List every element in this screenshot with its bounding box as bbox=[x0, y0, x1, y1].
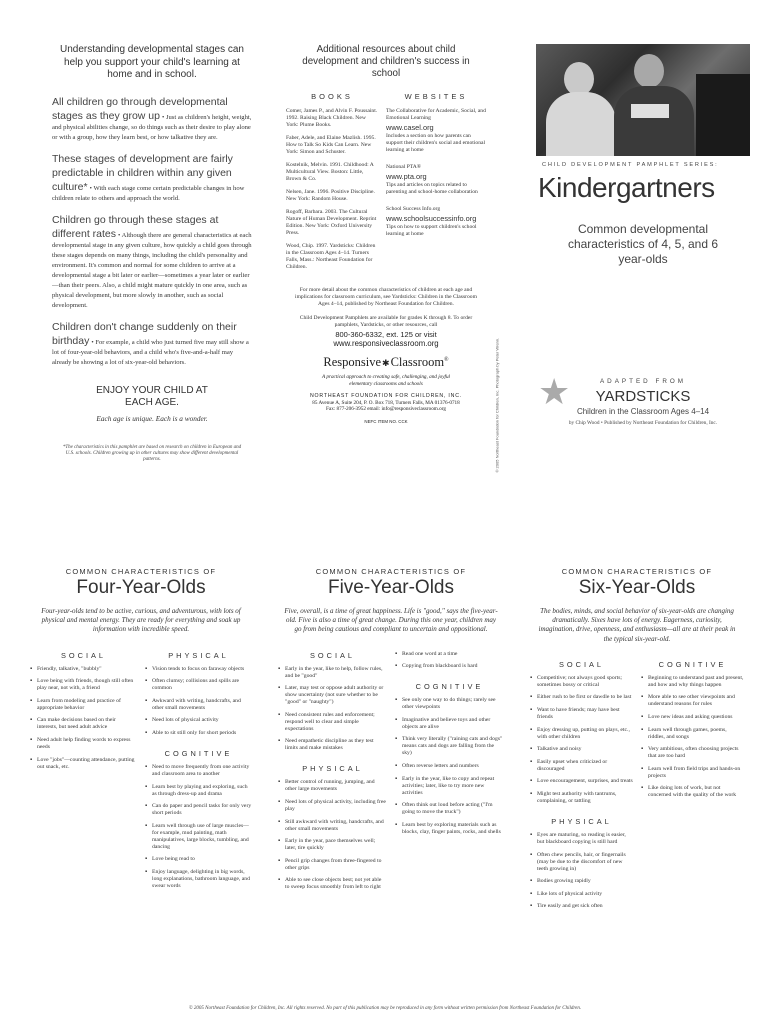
age-column-lists bbox=[530, 660, 744, 916]
paragraph-text: • Just as children's height, weight, and physical abilities change, so do things such as their desire to play alone or with a group, how they learn best, or how talkative they are. bbox=[52, 113, 252, 141]
book-entry: Faber, Adele, and Elaine Mazlish. 1995. How to Talk So Kids Can Learn. New York: Simon and Schuster. bbox=[286, 135, 376, 155]
characteristic-item: ▪ Able to sit still only for short periods bbox=[145, 730, 252, 737]
adapted-label: ADAPTED FROM bbox=[599, 378, 687, 385]
characteristic-item: ▪ Later, may test or oppose adult authority or show uncertainty (not sure whether to be "good" or "naughty") bbox=[278, 685, 387, 706]
characteristic-item: ▪ Early in the year, like to help, follow rules, and be "good" bbox=[278, 666, 387, 680]
characteristics-list bbox=[530, 832, 633, 910]
characteristics-list bbox=[641, 675, 744, 800]
website-name: The Collaborative for Academic, Social, and Emotional Learning bbox=[386, 108, 486, 121]
characteristic-item: ▪ Easily upset when criticized or discouraged bbox=[530, 759, 633, 773]
characteristics-list bbox=[145, 666, 252, 737]
age-column-intro: Five, overall, is a time of great happiness. Life is "good," says the five-year-old. Five is also a time of great change. During this one year, children may go from being cautious and compliant to uncertain and oppositional. bbox=[284, 607, 498, 634]
characteristic-item: ▪ Pencil grip changes from three-fingered to other grips bbox=[278, 858, 387, 872]
characteristic-item: ▪ Very ambitious, often choosing projects that are too hard bbox=[641, 746, 744, 760]
paragraph-text: • With each stage come certain predictable changes in how children relate to others and approach the world. bbox=[52, 184, 245, 202]
section-heading: PHYSICAL bbox=[302, 764, 363, 774]
age-column-five bbox=[278, 567, 504, 1007]
characteristics-list bbox=[30, 666, 137, 771]
characteristic-item: ▪ Learn well from field trips and hands-on projects bbox=[641, 766, 744, 780]
characteristic-item: ▪ Tire easily and get sick often bbox=[530, 903, 633, 910]
paragraph-lead: All children go through developmental stages as they grow up bbox=[52, 95, 228, 122]
characteristic-item: ▪ Need lots of physical activity bbox=[145, 717, 252, 724]
characteristic-item: ▪ Need consistent rules and enforcement; respond well to clear and simple expectations bbox=[278, 712, 387, 733]
age-column-intro: Four-year-olds tend to be active, curious, and adventurous, with lots of physical and mental energy. They are ready for everything and soak up information with incredible speed. bbox=[41, 607, 241, 634]
section-heading: COGNITIVE bbox=[164, 748, 233, 758]
intro-paragraph bbox=[52, 153, 252, 205]
characteristic-item: ▪ Love being with friends, though still often play near, not with, a friend bbox=[30, 678, 137, 692]
yardsticks-block bbox=[536, 374, 750, 444]
section-heading: SOCIAL bbox=[558, 659, 605, 669]
cover-subtitle: Common developmental characteristics of 4, 5, and 6 year-olds bbox=[567, 222, 719, 266]
section-heading: COGNITIVE bbox=[658, 659, 727, 669]
list-column-right bbox=[641, 660, 744, 916]
characteristic-item: ▪ Learn well through use of large muscles—for example, mud painting, math manipulatives, large blocks, tumbling, and dancing bbox=[145, 823, 252, 851]
characteristics-list bbox=[395, 651, 504, 671]
websites-list bbox=[386, 108, 486, 238]
characteristic-item: ▪ Eyes are maturing, so reading is easier, but blackboard copying is still hard bbox=[530, 832, 633, 846]
characteristic-item: ▪ Beginning to understand past and present, and how and why things happen bbox=[641, 675, 744, 689]
books-column bbox=[286, 92, 378, 277]
order-phone: 800-360-6332, ext. 125 or visit bbox=[335, 330, 437, 340]
website-url: www.pta.org bbox=[386, 172, 427, 181]
age-column-label: COMMON CHARACTERISTICS OF bbox=[65, 567, 217, 576]
age-column-label: COMMON CHARACTERISTICS OF bbox=[315, 567, 467, 576]
characteristic-item: ▪ Read one word at a time bbox=[395, 651, 504, 658]
characteristic-item: ▪ Often think out loud before acting ("I'm going to move the truck") bbox=[395, 802, 504, 816]
publisher-name: NORTHEAST FOUNDATION FOR CHILDREN, INC. bbox=[310, 392, 462, 399]
characteristic-item: ▪ Often clumsy; collisions and spills are common bbox=[145, 678, 252, 692]
paragraph-lead: These stages of development are fairly predictable in children within any given culture* bbox=[52, 152, 233, 193]
book-entry: Kostelnik, Melvin. 1991. Childhood: A Multicultural View. Boston: Little, Brown & Co. bbox=[286, 162, 374, 182]
characteristic-item: ▪ Need adult help finding words to express needs bbox=[30, 737, 137, 751]
book-entry: Comer, James P., and Alvin F. Poussaint. 1992. Raising Black Children. New York: Plume Books. bbox=[286, 108, 378, 128]
characteristic-item: ▪ Need empathetic discipline as they test limits and make mistakes bbox=[278, 738, 387, 752]
publisher-fax-email: Fax: 877-206-3952 email: info@responsiveclassroom.org bbox=[326, 405, 446, 412]
list-column-left bbox=[30, 651, 137, 896]
section-heading: PHYSICAL bbox=[168, 650, 229, 660]
characteristics-list bbox=[145, 764, 252, 890]
list-column-left bbox=[278, 651, 387, 897]
characteristic-item: ▪ Bodies growing rapidly bbox=[530, 878, 633, 885]
characteristic-item: ▪ Love new ideas and asking questions bbox=[641, 714, 744, 721]
left-heading: Understanding developmental stages can help you support your child's learning at home and in school. bbox=[59, 44, 244, 80]
website-url: www.schoolsuccessinfo.org bbox=[386, 214, 477, 223]
age-column-four bbox=[30, 567, 252, 1007]
registered-mark-icon: ® bbox=[444, 356, 449, 363]
characteristic-item: ▪ Learn from modeling and practice of appropriate behavior bbox=[30, 698, 137, 712]
list-column-right bbox=[145, 651, 252, 896]
age-column-lists bbox=[278, 651, 504, 897]
list-column-right bbox=[395, 651, 504, 897]
website-name: School Success Info.org bbox=[386, 206, 441, 212]
characteristic-item: ▪ Competitive; not always good sports; sometimes bossy or critical bbox=[530, 675, 633, 689]
characteristic-item: ▪ Awkward with writing, handcrafts, and other small movements bbox=[145, 698, 252, 712]
section-heading: SOCIAL bbox=[60, 650, 107, 660]
characteristic-item: ▪ More able to see other viewpoints and understand reasons for rules bbox=[641, 694, 744, 708]
star-icon: ★ bbox=[538, 372, 571, 412]
publisher-address: 85 Avenue A, Suite 204, P. O. Box 718, Turners Falls, MA 01376-0718 bbox=[312, 399, 460, 406]
characteristic-item: ▪ Imaginative and believe toys and other objects are alive bbox=[395, 717, 504, 731]
paragraph-text: • For example, a child who just turned five may still show a lot of four-year-old behaviors, and a child who's five-and-a-half may already be showing a lot of six-year-old behaviors. bbox=[52, 338, 249, 366]
enjoy-heading: ENJOY YOUR CHILD AT EACH AGE. bbox=[96, 384, 208, 408]
resources-columns bbox=[286, 92, 486, 277]
copyright-footer: © 2005 Northeast Foundation for Children, Inc. All rights reserved. No part of this publication may be reproduced in any form without written permission from Northeast Foundation for Children. bbox=[188, 1006, 582, 1011]
enjoy-subheading: Each age is unique. Each is a wonder. bbox=[96, 413, 208, 423]
website-entry bbox=[386, 108, 486, 154]
intro-paragraph bbox=[52, 321, 252, 369]
more-info-text: For more detail about the common characteristics of children at each age and implications for classroom curriculum, see Yardsticks: Children in the Classroom Ages 4–14, published by Northeast Foundation for Children. bbox=[295, 287, 477, 308]
characteristic-item: ▪ Early in the year, like to copy and repeat activities; later, like to try more new activities bbox=[395, 776, 504, 797]
books-label: BOOKS bbox=[311, 92, 353, 101]
responsive-classroom-logo bbox=[286, 355, 486, 370]
logo-word-1: Responsive bbox=[323, 355, 382, 370]
age-column-title: Six-Year-Olds bbox=[578, 577, 696, 598]
characteristic-item: ▪ See only one way to do things; rarely see other viewpoints bbox=[395, 697, 504, 711]
characteristic-item: ▪ Still awkward with writing, handcrafts, and other small movements bbox=[278, 819, 387, 833]
characteristic-item: ▪ Want to have friends; may have best friends bbox=[530, 707, 633, 721]
characteristic-item: ▪ Vision tends to focus on faraway objects bbox=[145, 666, 252, 673]
paragraph-lead: Children don't change suddenly on their birthday bbox=[52, 320, 237, 347]
logo-tagline: A practical approach to creating safe, challenging, and joyful elementary classrooms and schools bbox=[321, 374, 451, 387]
left-panel bbox=[52, 44, 252, 484]
characteristic-item: ▪ Like lots of physical activity bbox=[530, 891, 633, 898]
logo-star-icon: ✱ bbox=[382, 358, 390, 369]
photo-credit-vertical: © 2005 Northeast Foundation for Children, Inc. Photograph by Peter Wrenn. bbox=[494, 337, 500, 473]
characteristic-item: ▪ Early in the year, pace themselves well; later, tire quickly bbox=[278, 838, 387, 852]
intro-paragraph bbox=[52, 214, 252, 312]
characteristic-item: ▪ Friendly, talkative, "bubbly" bbox=[30, 666, 137, 673]
characteristic-item: ▪ Need to move frequently from one activity and classroom area to another bbox=[145, 764, 252, 778]
characteristic-item: ▪ Talkative and noisy bbox=[530, 746, 633, 753]
books-list bbox=[286, 108, 378, 271]
age-column-title: Five-Year-Olds bbox=[327, 577, 454, 598]
age-column-label: COMMON CHARACTERISTICS OF bbox=[561, 567, 713, 576]
middle-panel bbox=[286, 44, 486, 484]
characteristic-item: ▪ Need lots of physical activity, including free play bbox=[278, 799, 387, 813]
website-description: Tips on how to support children's school learning at home bbox=[386, 224, 477, 237]
characteristic-item: ▪ Love encouragement, surprises, and treats bbox=[530, 778, 633, 785]
paragraph-lead: Children go through these stages at different rates bbox=[52, 213, 219, 240]
characteristics-list bbox=[530, 675, 633, 805]
age-column-lists bbox=[30, 651, 252, 896]
website-description: Tips and articles on topics related to parenting and school-home collaboration bbox=[386, 182, 478, 195]
item-number: NEFC ITEM NO. CCK bbox=[364, 418, 408, 424]
characteristic-item: ▪ Often chew pencils, hair, or fingernails (may be due to the discomfort of new teeth growing in) bbox=[530, 852, 633, 873]
age-column-intro: The bodies, minds, and social behavior of six-year-olds are changing dramatically. Sixes have lots of energy. Eagerness, curiosity, imagination, drive, openness, and enthusiasm—all are at their peak in the typical six-year-old. bbox=[538, 607, 736, 643]
series-label: CHILD DEVELOPMENT PAMPHLET SERIES: bbox=[542, 162, 719, 168]
cover-panel bbox=[536, 160, 750, 450]
yardsticks-subtitle: Children in the Classroom Ages 4–14 bbox=[576, 407, 710, 416]
characteristics-list bbox=[395, 697, 504, 836]
characteristic-item: ▪ Enjoy dressing up, putting on plays, etc., with other children bbox=[530, 727, 633, 741]
list-column-left bbox=[530, 660, 633, 916]
characteristic-item: ▪ Love being read to bbox=[145, 856, 252, 863]
characteristic-item: ▪ Learn best by playing and exploring, such as through dress-up and drama bbox=[145, 784, 252, 798]
characteristic-item: ▪ Learn best by exploring materials such as blocks, clay, finger paints, rocks, and shells bbox=[395, 822, 504, 836]
website-url: www.casel.org bbox=[386, 123, 434, 132]
characteristic-item: ▪ Think very literally ("raining cats and dogs" means cats and dogs are falling from the sky) bbox=[395, 736, 504, 757]
website-name: National PTA® bbox=[386, 164, 422, 170]
characteristic-item: ▪ Can make decisions based on their interests, but need adult advice bbox=[30, 717, 137, 731]
website-description: Includes a section on how parents can support their children's social and emotional learning at home bbox=[386, 133, 486, 153]
section-heading: SOCIAL bbox=[309, 650, 356, 660]
yardsticks-title: YARDSTICKS bbox=[595, 388, 691, 405]
intro-paragraph bbox=[52, 96, 252, 144]
characteristic-item: ▪ Either rush to be first or dawdle to be last bbox=[530, 694, 633, 701]
characteristic-item: ▪ Can do paper and pencil tasks for only very short periods bbox=[145, 803, 252, 817]
book-entry: Nelsen, Jane. 1996. Positive Discipline. New York: Random House. bbox=[286, 189, 375, 202]
logo-word-2: Classroom bbox=[390, 355, 445, 370]
left-paragraphs bbox=[52, 96, 252, 369]
characteristic-item: ▪ Might test authority with tantrums, complaining, or tattling bbox=[530, 791, 633, 805]
characteristic-item: ▪ Like doing lots of work, but not concerned with the quality of the work bbox=[641, 785, 744, 799]
order-info-text: Child Development Pamphlets are available for grades K through 8. To order pamphlets, Yardsticks, or other resources, call bbox=[299, 314, 473, 328]
characteristics-list bbox=[278, 779, 387, 891]
characteristic-item: ▪ Learn well through games, poems, riddles, and songs bbox=[641, 727, 744, 741]
characteristic-item: ▪ Love "jobs"—counting attendance, putting out snack, etc. bbox=[30, 757, 137, 771]
characteristic-item: ▪ Often reverse letters and numbers bbox=[395, 763, 504, 770]
cover-photo bbox=[536, 44, 750, 156]
age-column-title: Four-Year-Olds bbox=[76, 577, 206, 598]
characteristics-list bbox=[278, 666, 387, 753]
characteristic-item: ▪ Able to see close objects best; not yet able to sweep focus smoothly from left to right bbox=[278, 877, 387, 891]
section-heading: COGNITIVE bbox=[415, 682, 484, 692]
website-entry bbox=[386, 164, 486, 196]
characteristic-item: ▪ Copying from blackboard is hard bbox=[395, 663, 504, 670]
characteristic-item: ▪ Enjoy language, delighting in big words, long explanations, bathroom language, and swear words bbox=[145, 869, 252, 890]
book-entry: Rogoff, Barbara. 2003. The Cultural Nature of Human Development. Reprint Edition. New York: Oxford University Press. bbox=[286, 209, 377, 236]
paragraph-text: • Although there are general characteristics at each developmental stage in any given culture, how quickly a child goes through these stages depends on many things, including the child's personality and environment. It's common and normal for some children to arrive at a developmental stage a bit later or earlier—sometimes a year later or earlier—than their peers. Also, a child might mature quickly in one area, such as physical development, but more slowly in another, such as social development. bbox=[52, 231, 252, 309]
book-entry: Wood, Chip. 1997. Yardsticks: Children in the Classroom Ages 4–14. Turners Falls, Mass.: Northeast Foundation for Children. bbox=[286, 243, 376, 270]
culture-footnote: *The characteristics in this pamphlet are based on research on children in European and U.S. schools. Children growing up in other cultures may show different developmental patterns. bbox=[62, 444, 242, 463]
website-entry bbox=[386, 206, 486, 238]
order-url: www.responsiveclassroom.org bbox=[333, 339, 439, 349]
section-heading: PHYSICAL bbox=[551, 816, 612, 826]
websites-label: WEBSITES bbox=[404, 92, 468, 101]
resources-heading: Additional resources about child development and children's success in school bbox=[302, 44, 470, 79]
cover-title: Kindergartners bbox=[538, 172, 715, 203]
websites-column bbox=[386, 92, 486, 277]
age-column-six bbox=[530, 567, 744, 1007]
characteristic-item: ▪ Better control of running, jumping, and other large movements bbox=[278, 779, 387, 793]
cover-byline: by Chip Wood • Published by Northeast Foundation for Children, Inc. bbox=[568, 420, 718, 426]
